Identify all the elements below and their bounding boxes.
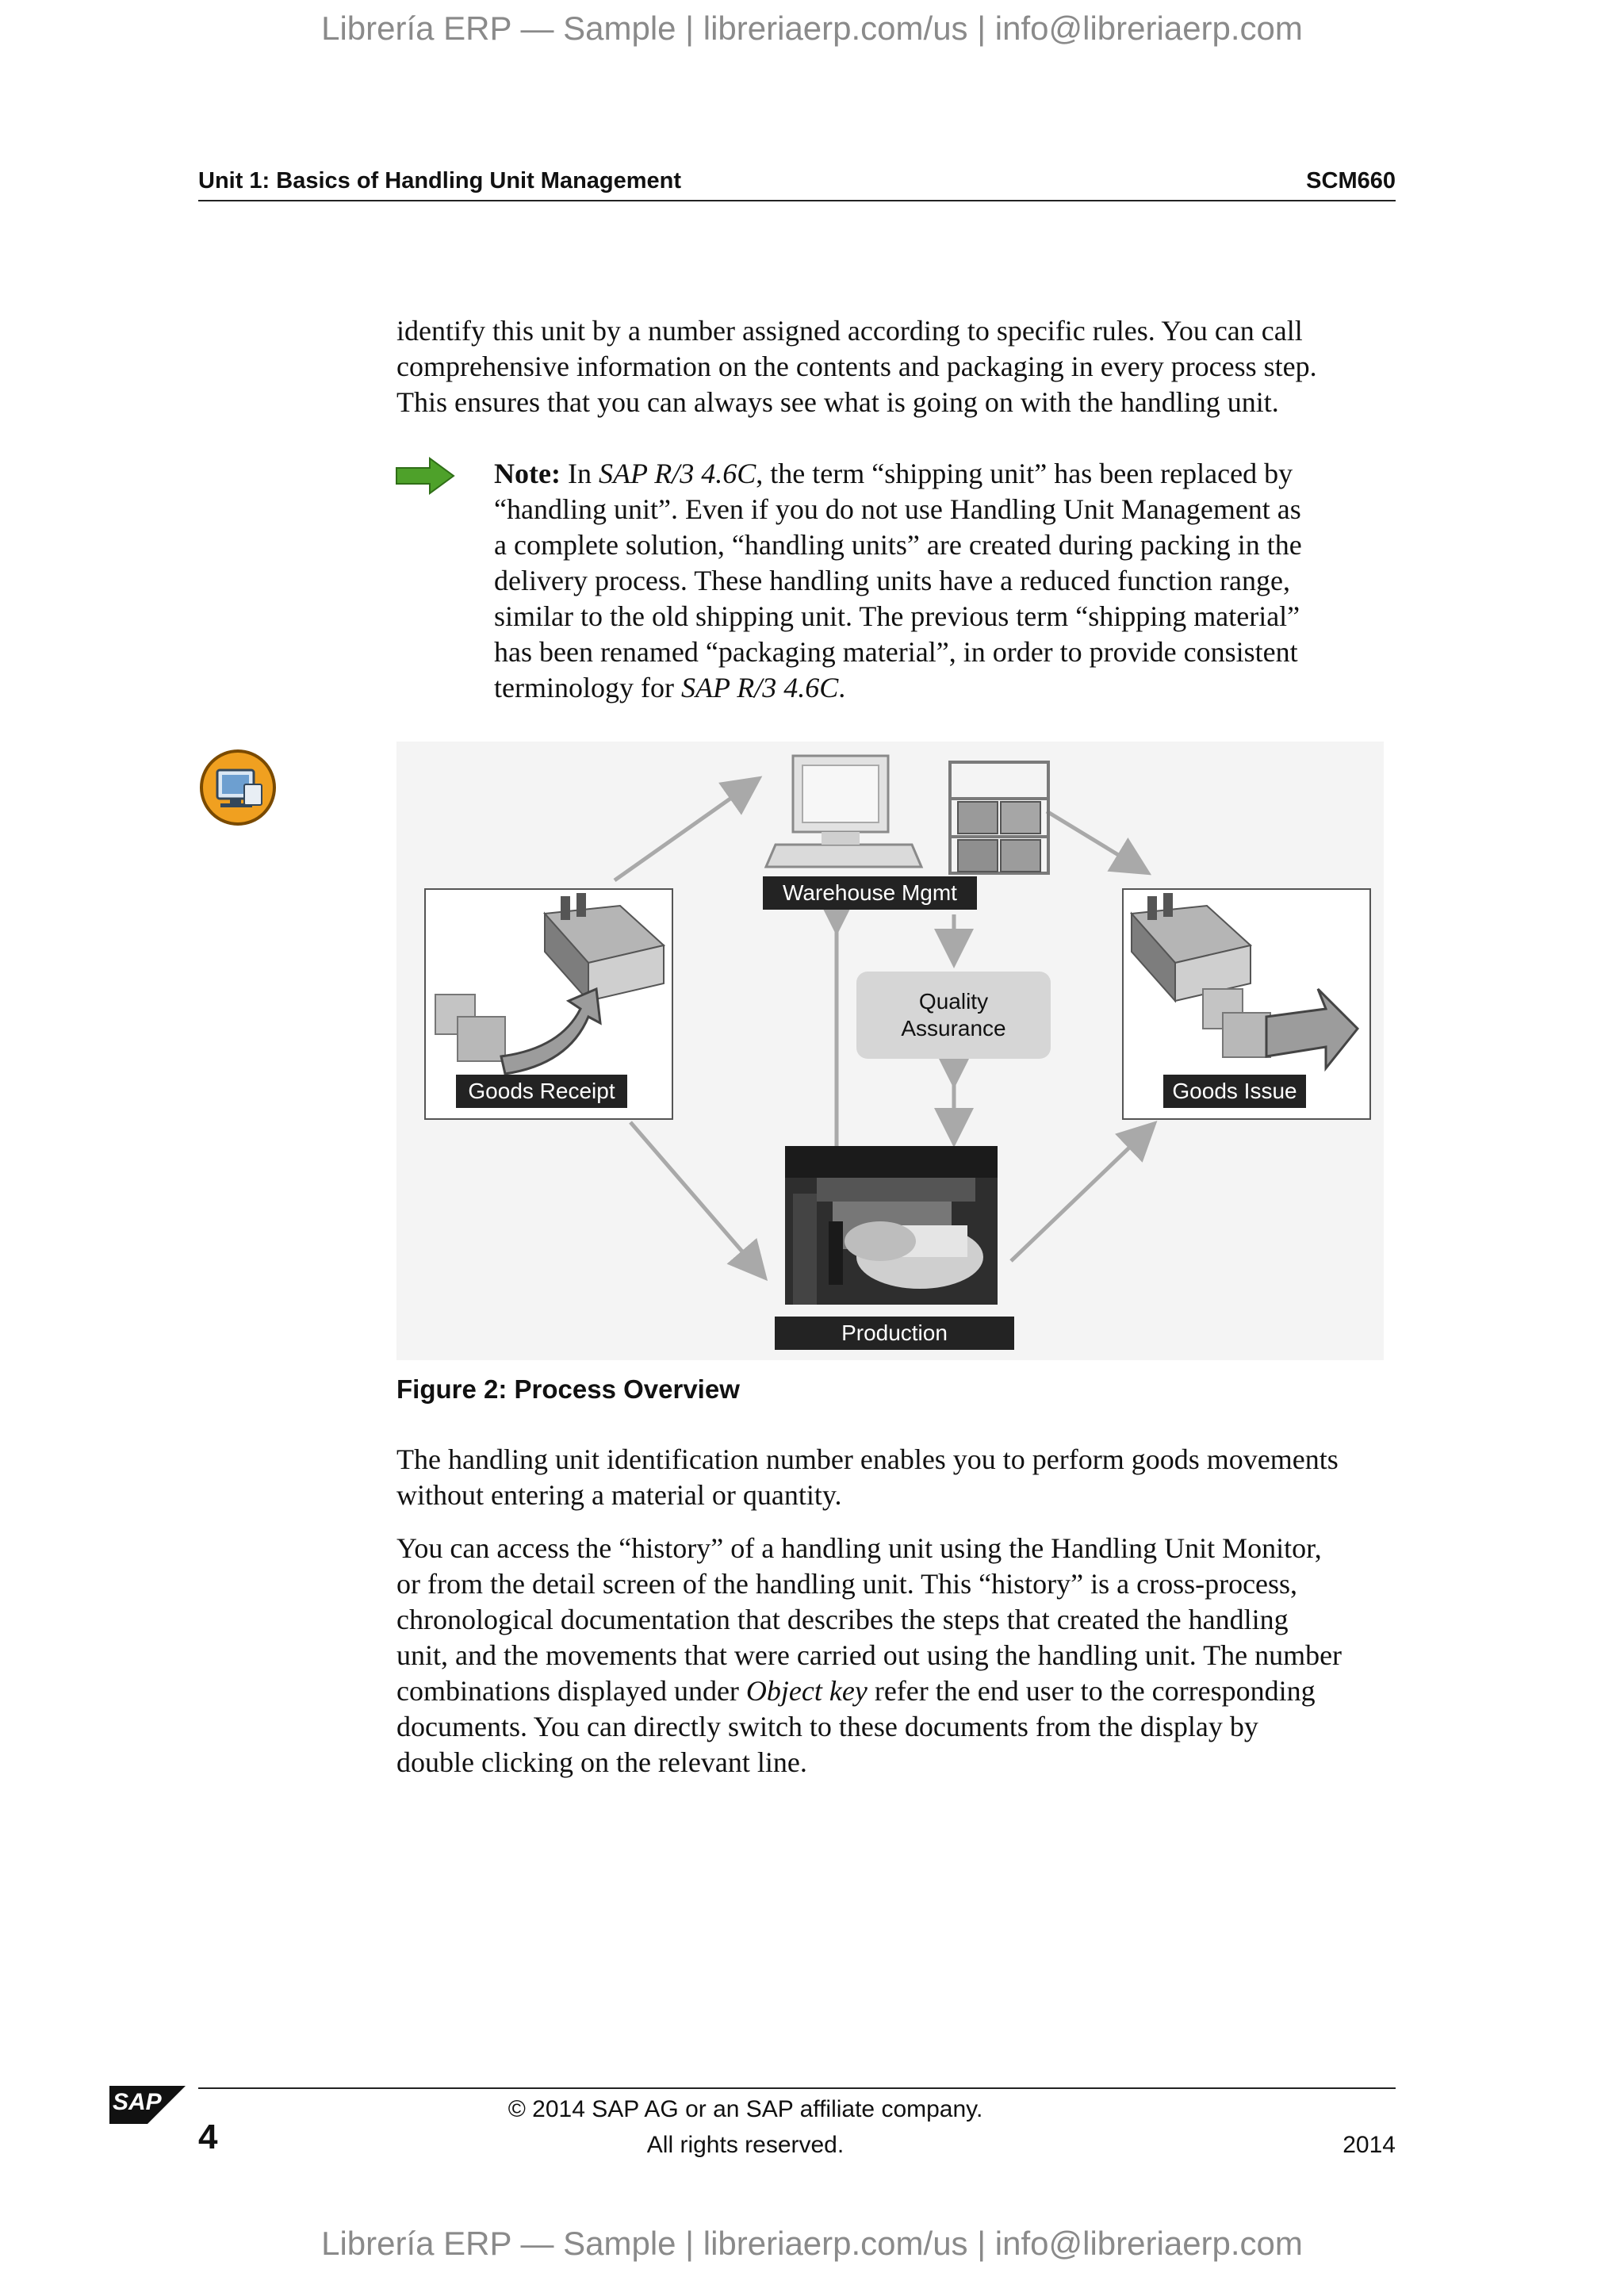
intro-line: identify this unit by a number assigned according to specific rules. You can call [396, 315, 1303, 347]
footer-year: 2014 [1342, 2132, 1396, 2158]
note-line: terminology for SAP R/3 4.6C. [494, 672, 846, 703]
intro-line: comprehensive information on the contents and packaging in every process step. [396, 351, 1317, 382]
goods-issue-label: Goods Issue [1163, 1075, 1306, 1108]
watermark-top: Librería ERP — Sample | libreriaerp.com/us | info@libreriaerp.com [321, 10, 1303, 47]
watermark-bottom: Librería ERP — Sample | libreriaerp.com/us | info@libreriaerp.com [321, 2225, 1303, 2262]
page-number: 4 [198, 2118, 218, 2156]
copyright-line-1: © 2014 SAP AG or an SAP affiliate company. [508, 2096, 983, 2122]
note-line: Note: In SAP R/3 4.6C, the term “shipping unit” has been replaced by [494, 458, 1293, 489]
note-block [494, 456, 1398, 706]
sap-logo-text: SAP [113, 2089, 162, 2115]
production-photo [785, 1146, 998, 1305]
figure-caption: Figure 2: Process Overview [396, 1374, 740, 1404]
copyright-line-2: All rights reserved. [646, 2132, 845, 2158]
course-code: SCM660 [1306, 168, 1396, 194]
note-line: similar to the old shipping unit. The previous term “shipping material” [494, 600, 1300, 632]
paragraph-line: chronological documentation that describes the steps that created the handling [396, 1604, 1289, 1635]
paragraph-line: without entering a material or quantity. [396, 1479, 842, 1511]
quality-label: Quality [918, 989, 989, 1014]
note-label: Note: [494, 458, 561, 489]
paragraph-goods-movements [396, 1442, 1411, 1513]
paragraph-line: combinations displayed under Object key refer the end user to the corresponding [396, 1675, 1316, 1707]
production-label: Production [775, 1317, 1014, 1350]
paragraph-line: You can access the “history” of a handling unit using the Handling Unit Monitor, [396, 1532, 1322, 1564]
paragraph-line: double clicking on the relevant line. [396, 1746, 807, 1778]
paragraph-line: The handling unit identification number enables you to perform goods movements [396, 1443, 1339, 1475]
warehouse-illustration [760, 751, 1053, 886]
note-line: a complete solution, “handling units” are created during packing in the [494, 529, 1302, 561]
paragraph-line: or from the detail screen of the handling unit. This “history” is a cross-process, [396, 1568, 1298, 1600]
goods-receipt-box [424, 888, 673, 1120]
unit-title: Unit 1: Basics of Handling Unit Management [198, 168, 682, 194]
intro-paragraph [396, 313, 1411, 420]
goods-receipt-label: Goods Receipt [456, 1075, 627, 1108]
footer-rule [198, 2087, 1396, 2089]
note-line: delivery process. These handling units have a reduced function range, [494, 565, 1290, 596]
note-line: has been renamed “packaging material”, in order to provide consistent [494, 636, 1298, 668]
intro-line: This ensures that you can always see what is going on with the handling unit. [396, 386, 1279, 418]
quality-assurance-box [856, 972, 1051, 1059]
paragraph-line: unit, and the movements that were carried out using the handling unit. The number [396, 1639, 1342, 1671]
paragraph-history [396, 1531, 1411, 1780]
running-header [198, 168, 1396, 201]
note-arrow-icon [395, 456, 457, 496]
assurance-label: Assurance [901, 1016, 1006, 1041]
goods-issue-box [1122, 888, 1371, 1120]
paragraph-line: documents. You can directly switch to these documents from the display by [396, 1711, 1258, 1742]
object-key-term: Object key [745, 1675, 868, 1707]
sap-logo [109, 2086, 186, 2124]
demo-computer-icon [198, 748, 278, 827]
process-overview-diagram [396, 742, 1384, 1360]
warehouse-mgmt-label: Warehouse Mgmt [763, 876, 977, 910]
note-line: “handling unit”. Even if you do not use Handling Unit Management as [494, 493, 1301, 525]
